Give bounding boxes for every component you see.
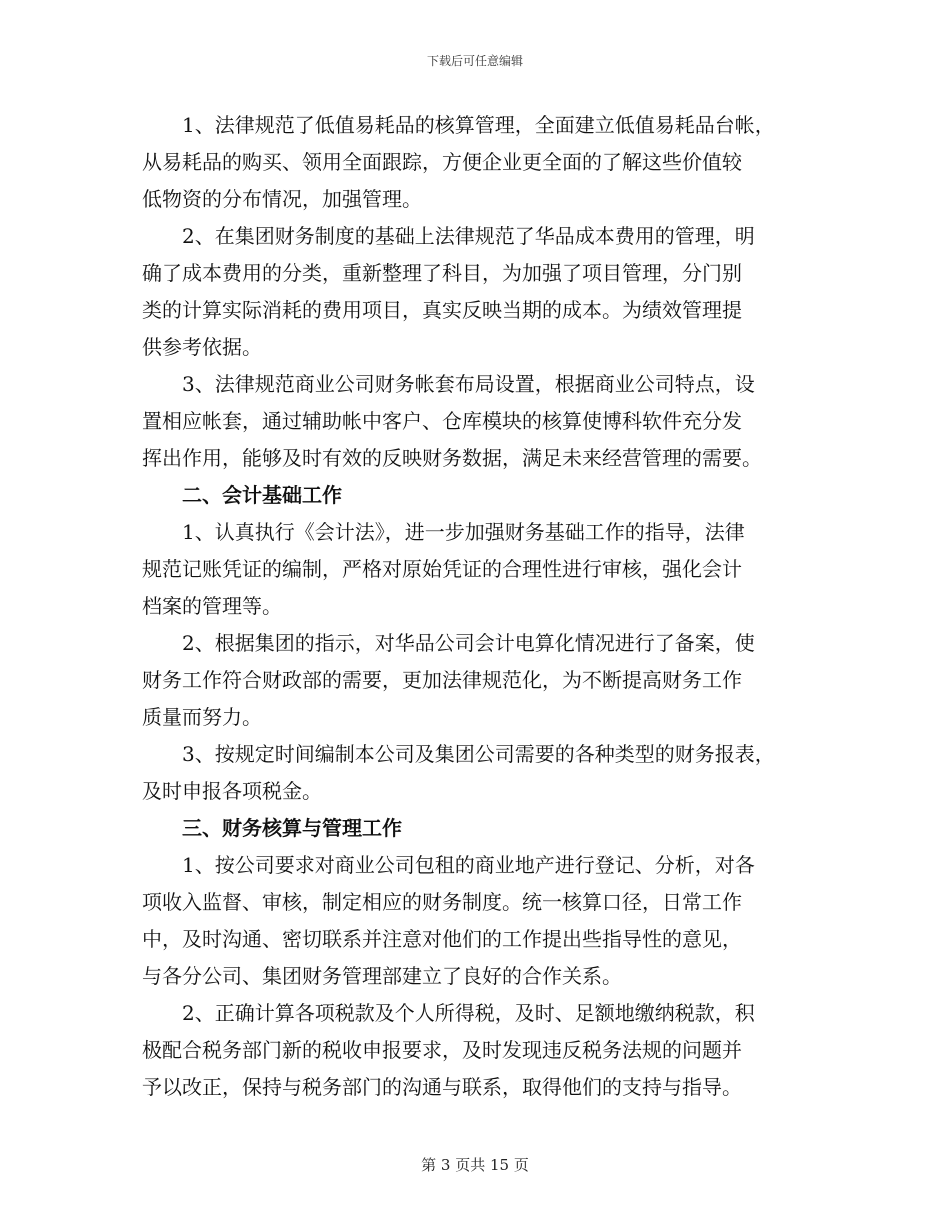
paragraph-line: 2、正确计算各项税款及个人所得税，及时、足额地缴纳税款，积 [182, 1001, 755, 1025]
paragraph-5 [142, 625, 822, 736]
paragraph-line: 2、根据集团的指示，对华品公司会计电算化情况进行了备案，使 [182, 631, 755, 655]
paragraph-1 [142, 107, 822, 218]
paragraph-4 [142, 514, 822, 625]
paragraph-2 [142, 218, 822, 366]
paragraph-6 [142, 736, 822, 810]
paragraph-line: 与各分公司、集团财务管理部建立了良好的合作关系。 [142, 964, 622, 988]
paragraph-line: 档案的管理等。 [142, 594, 282, 618]
paragraph-line: 1、法律规范了低值易耗品的核算管理，全面建立低值易耗品台帐， [182, 113, 775, 137]
paragraph-line: 供参考依据。 [142, 335, 262, 359]
paragraph-line: 低物资的分布情况，加强管理。 [142, 187, 422, 211]
paragraph-line: 质量而努力。 [142, 705, 262, 729]
paragraph-line: 3、按规定时间编制本公司及集团公司需要的各种类型的财务报表， [182, 742, 775, 766]
paragraph-line: 财务工作符合财政部的需要，更加法律规范化，为不断提高财务工作 [142, 668, 742, 692]
paragraph-3 [142, 366, 822, 477]
paragraph-line: 及时申报各项税金。 [142, 779, 322, 803]
paragraph-line: 从易耗品的购买、领用全面跟踪，方便企业更全面的了解这些价值较 [142, 150, 742, 174]
paragraph-line: 挥出作用，能够及时有效的反映财务数据，满足未来经营管理的需要。 [142, 446, 762, 470]
paragraph-line: 置相应帐套，通过辅助帐中客户、仓库模块的核算使博科软件充分发 [142, 409, 742, 433]
paragraph-line: 3、法律规范商业公司财务帐套布局设置，根据商业公司特点，设 [182, 372, 755, 396]
paragraph-line: 确了成本费用的分类，重新整理了科目，为加强了项目管理，分门别 [142, 261, 742, 285]
section-heading-accounting-basics: 二、会计基础工作 [182, 483, 342, 507]
paragraph-7 [142, 847, 822, 995]
paragraph-line: 2、在集团财务制度的基础上法律规范了华品成本费用的管理，明 [182, 224, 755, 248]
paragraph-line: 1、认真执行《会计法》，进一步加强财务基础工作的指导，法律 [182, 520, 745, 544]
document-body [142, 107, 822, 1106]
paragraph-line: 1、按公司要求对商业公司包租的商业地产进行登记、分析，对各 [182, 853, 755, 877]
paragraph-8 [142, 995, 822, 1106]
paragraph-line: 予以改正，保持与税务部门的沟通与联系，取得他们的支持与指导。 [142, 1075, 742, 1099]
paragraph-line: 规范记账凭证的编制，严格对原始凭证的合理性进行审核，强化会计 [142, 557, 742, 581]
section-heading-financial-accounting: 三、财务核算与管理工作 [182, 816, 402, 840]
paragraph-line: 项收入监督、审核，制定相应的财务制度。统一核算口径，日常工作 [142, 890, 742, 914]
paragraph-line: 中，及时沟通、密切联系并注意对他们的工作提出些指导性的意见， [142, 927, 742, 951]
page-footer: 第 3 页共 15 页 [421, 1156, 529, 1174]
paragraph-line: 类的计算实际消耗的费用项目，真实反映当期的成本。为绩效管理提 [142, 298, 742, 322]
paragraph-line: 极配合税务部门新的税收申报要求，及时发现违反税务法规的问题并 [142, 1038, 742, 1062]
page-header: 下载后可任意编辑 [426, 54, 523, 68]
